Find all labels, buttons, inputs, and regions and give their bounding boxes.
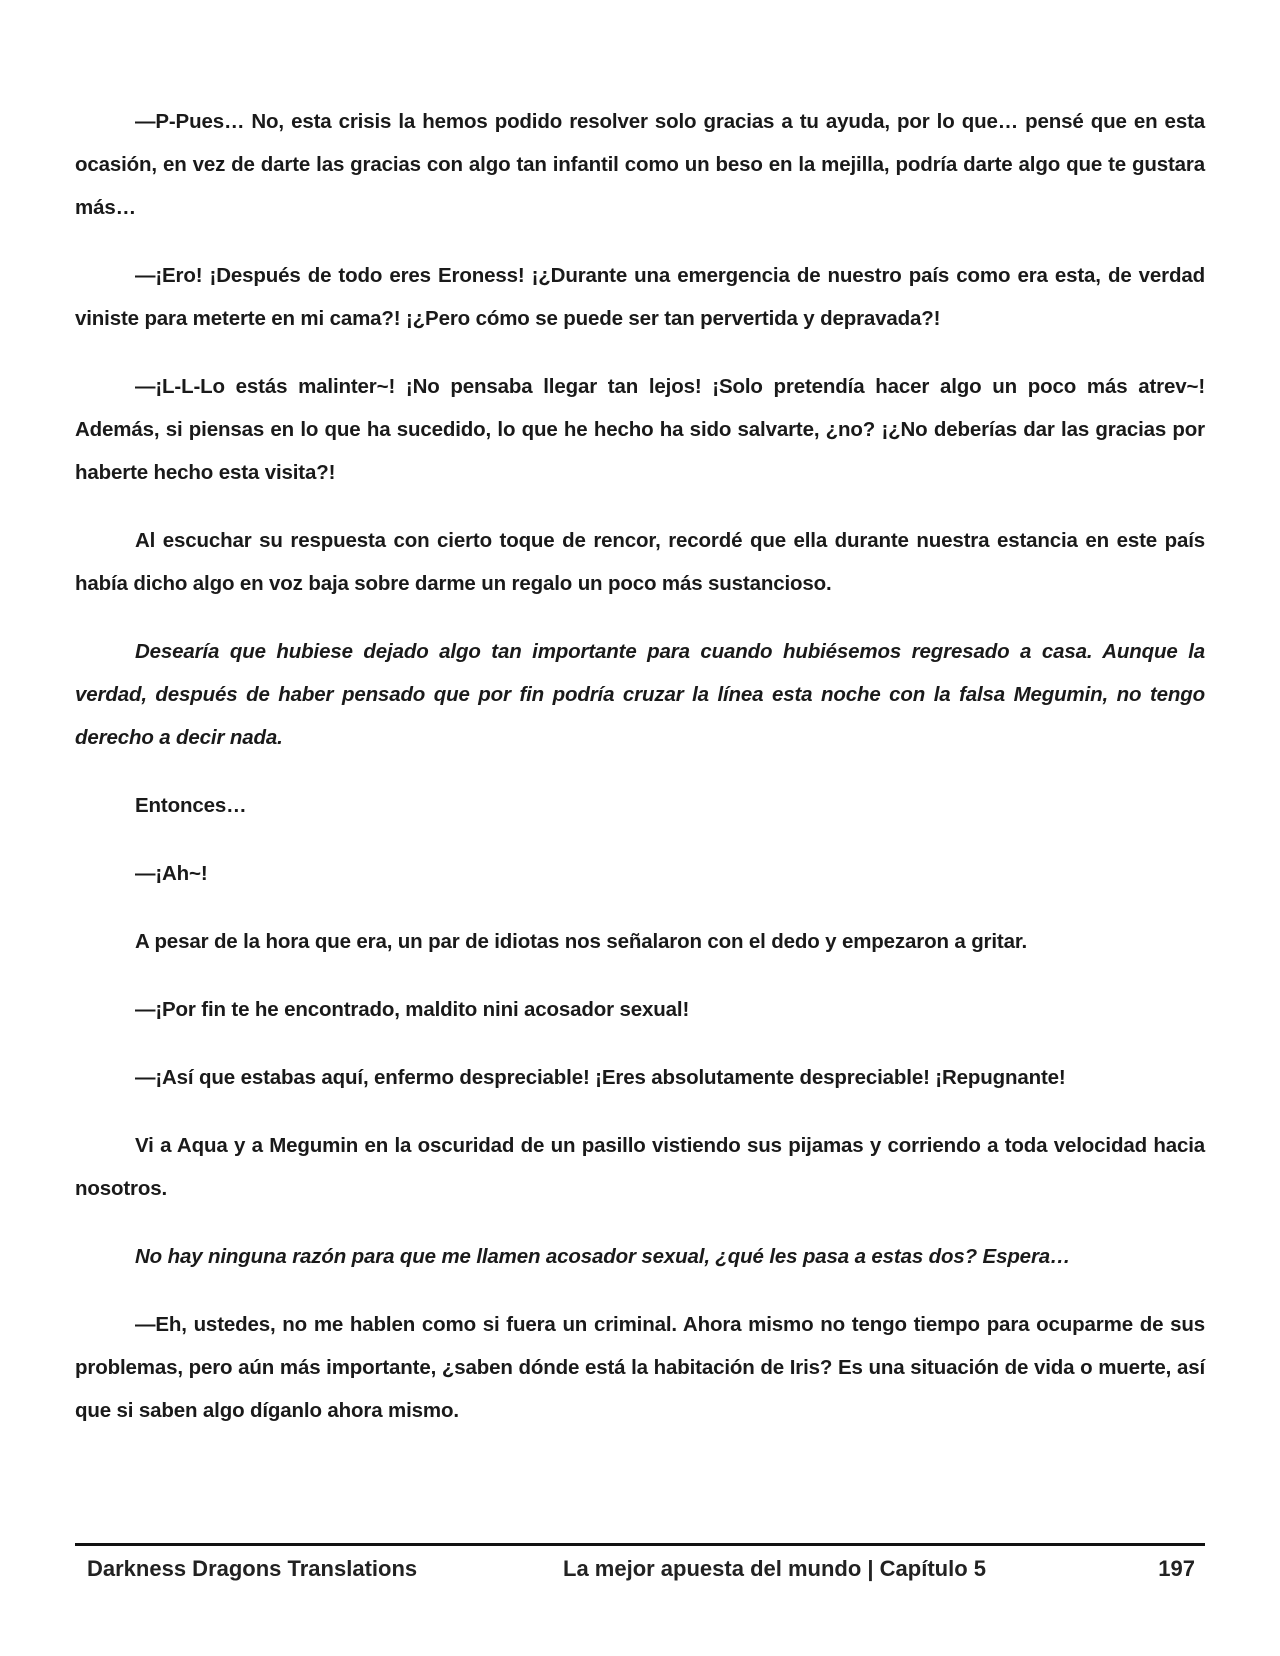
paragraph: Vi a Aqua y a Megumin en la oscuridad de un pasillo vistiendo sus pijamas y corriendo a toda velocidad hacia nosotros. xyxy=(75,1134,1205,1200)
paragraph: —¡Ero! ¡Después de todo eres Eroness! ¡¿Durante una emergencia de nuestro país como era esta, de verdad viniste para meterte en mi cama?! ¡¿Pero cómo se puede ser tan pervertida y depravada?! xyxy=(75,264,1205,330)
paragraph: A pesar de la hora que era, un par de idiotas nos señalaron con el dedo y empezaron a gritar. xyxy=(135,930,1028,953)
footer-translator: Darkness Dragons Translations xyxy=(87,1556,418,1581)
paragraph: —Eh, ustedes, no me hablen como si fuera un criminal. Ahora mismo no tengo tiempo para ocuparme de sus problemas, pero aún más importante, ¿saben dónde está la habitación de Iris? Es una situación de vida o muerte, así que si saben algo díganlo ahora mismo. xyxy=(75,1313,1205,1422)
footer-chapter-title: La mejor apuesta del mundo | Capítulo 5 xyxy=(563,1556,986,1581)
paragraph: —P-Pues… No, esta crisis la hemos podido resolver solo gracias a tu ayuda, por lo que… pensé que en esta ocasión, en vez de darte las gracias con algo tan infantil como un beso en la mejilla, podría darte algo que te gustara más… xyxy=(75,110,1205,219)
page-footer xyxy=(75,1548,1205,1588)
paragraph: Al escuchar su respuesta con cierto toque de rencor, recordé que ella durante nuestra estancia en este país había dicho algo en voz baja sobre darme un regalo un poco más sustancioso. xyxy=(75,529,1205,595)
page-body xyxy=(75,100,1205,1432)
paragraph-thought: No hay ninguna razón para que me llamen acosador sexual, ¿qué les pasa a estas dos? Espera… xyxy=(135,1245,1071,1268)
paragraph-thought: Desearía que hubiese dejado algo tan importante para cuando hubiésemos regresado a casa. Aunque la verdad, después de haber pensado que por fin podría cruzar la línea esta noche con la falsa Megumin, no tengo derecho a decir nada. xyxy=(75,640,1205,749)
paragraph: —¡Por fin te he encontrado, maldito nini acosador sexual! xyxy=(135,998,690,1021)
paragraph: Entonces… xyxy=(135,794,247,817)
paragraph: —¡Así que estabas aquí, enfermo despreciable! ¡Eres absolutamente despreciable! ¡Repugnante! xyxy=(135,1066,1066,1089)
page-number: 197 xyxy=(1158,1556,1195,1581)
paragraph: —¡L-L-Lo estás malinter~! ¡No pensaba llegar tan lejos! ¡Solo pretendía hacer algo un poco más atrev~! Además, si piensas en lo que ha sucedido, lo que he hecho ha sido salvarte, ¿no? ¡¿No deberías dar las gracias por haberte hecho esta visita?! xyxy=(75,375,1205,484)
paragraph: —¡Ah~! xyxy=(135,862,208,885)
footer-divider xyxy=(75,1543,1205,1546)
